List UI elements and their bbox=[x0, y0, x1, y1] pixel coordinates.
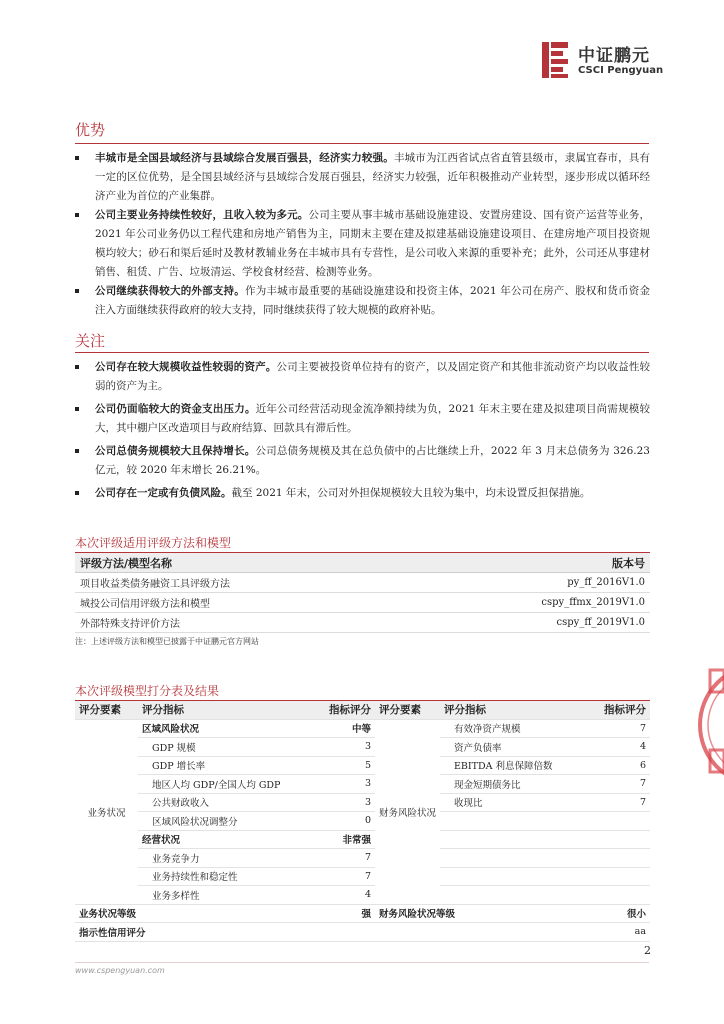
indicator-score: 7 bbox=[586, 775, 650, 794]
methods-note: 注：上述评级方法和模型已披露于中证鹏元官方网站 bbox=[75, 637, 259, 646]
indicator-name: EBITDA 利息保障倍数 bbox=[440, 756, 586, 775]
header-cell: 评分指标 bbox=[440, 701, 586, 719]
indicator-score: 7 bbox=[315, 849, 375, 868]
methods-title: 本次评级适用评级方法和模型 bbox=[75, 536, 232, 550]
financial-level-label: 财务风险状况等级 bbox=[375, 904, 586, 923]
concern-text: 公司主要被投资单位持有的资产，以及固定资产和其他非流动资产均以收益性较弱的资产为主。 bbox=[95, 361, 650, 392]
bullet-icon bbox=[75, 407, 79, 411]
table-row bbox=[75, 593, 650, 613]
indicator-name: 有效净资产规模 bbox=[440, 719, 586, 738]
header-cell: 版本号 bbox=[411, 553, 650, 573]
indicator-score: 7 bbox=[586, 793, 650, 812]
table-row bbox=[75, 830, 650, 849]
group-financial: 财务风险状况 bbox=[375, 719, 440, 904]
logo-mark-icon bbox=[540, 40, 570, 80]
concern-lead: 公司存在一定或有负债风险。 bbox=[95, 487, 232, 499]
indicator-score: 5 bbox=[315, 756, 375, 775]
indicator-score: 非常强 bbox=[315, 830, 375, 849]
concerns-heading: 关注 bbox=[75, 332, 106, 350]
concern-item bbox=[75, 442, 650, 480]
financial-level-value: 很小 bbox=[586, 904, 650, 923]
table-row bbox=[75, 738, 650, 757]
concern-lead: 公司存在较大规模收益性较弱的资产。 bbox=[95, 361, 277, 373]
strengths-divider bbox=[75, 143, 649, 144]
concern-item bbox=[75, 358, 650, 396]
indicator-name: GDP 规模 bbox=[138, 738, 315, 757]
indicator-name: 区域风险状况调整分 bbox=[138, 812, 315, 831]
indicator-name: 业务竞争力 bbox=[138, 849, 315, 868]
indicator-score: 7 bbox=[586, 719, 650, 738]
indicative-score-value: aa bbox=[586, 923, 650, 942]
strength-lead: 公司主要业务持续性较好，且收入较为多元。 bbox=[95, 209, 309, 221]
indicator-name: 现金短期债务比 bbox=[440, 775, 586, 794]
table-row bbox=[75, 812, 650, 831]
strength-text: 丰城市为江西省试点省直管县级市，隶属宜春市，具有一定的区位优势，是全国县域经济与县域综合发展百强县，经济实力较强，近年积极推动产业转型，逐步形成以循环经济产业为首位的产业集群。 bbox=[95, 152, 651, 202]
scoring-title: 本次评级模型打分表及结果 bbox=[75, 684, 220, 698]
method-version: py_ff_2016V1.0 bbox=[411, 573, 650, 593]
bullet-icon bbox=[75, 289, 79, 293]
strength-lead: 丰城市是全国县域经济与县域综合发展百强县，经济实力较强。 bbox=[95, 152, 394, 164]
group-business: 业务状况 bbox=[75, 719, 138, 904]
header-cell: 评分要素 bbox=[75, 701, 138, 719]
footer-divider bbox=[75, 962, 649, 963]
indicator-score: 6 bbox=[586, 756, 650, 775]
header-cell: 评级方法/模型名称 bbox=[75, 553, 411, 573]
bullet-icon bbox=[75, 365, 79, 369]
strength-item bbox=[75, 282, 650, 320]
business-level-value: 强 bbox=[315, 904, 375, 923]
strength-text: 公司主要从事丰城市基础设施建设、安置房建设、国有资产运营等业务，2021 年公司业务仍以工程代建和房地产销售为主，同期末主要在建及拟建基础设施建设项目、在建房地产项目投资规模均较大；砂石和渠后延时及教材教辅业务在丰城市具有专营性，是公司收入来源的重要补充；此外，公司还从事建材销售、租赁、广告、垃圾清运、学校食材经营、检测等业务。 bbox=[95, 209, 651, 278]
indicator-name: GDP 增长率 bbox=[138, 756, 315, 775]
concern-text: 近年公司经营活动现金流净额持续为负，2021 年末主要在建及拟建项目尚需规模较大，其中棚户区改造项目与政府结算、回款具有滞后性。 bbox=[95, 403, 651, 434]
table-row bbox=[75, 923, 650, 942]
bullet-icon bbox=[75, 491, 79, 495]
table-row bbox=[75, 849, 650, 868]
business-level-label: 业务状况等级 bbox=[75, 904, 315, 923]
company-logo bbox=[540, 40, 690, 80]
table-row bbox=[75, 613, 650, 633]
concern-lead: 公司仍面临较大的资金支出压力。 bbox=[95, 403, 256, 415]
brand-name-cn: 中证鹏元 bbox=[578, 46, 650, 66]
indicator-score: 3 bbox=[315, 738, 375, 757]
method-version: cspy_ffmx_2019V1.0 bbox=[411, 593, 650, 613]
method-name: 城投公司信用评级方法和模型 bbox=[75, 593, 411, 613]
table-row bbox=[75, 719, 650, 738]
concern-item bbox=[75, 484, 650, 503]
table-row bbox=[75, 904, 650, 923]
scoring-table bbox=[75, 701, 650, 942]
table-row bbox=[75, 573, 650, 593]
indicator-name: 地区人均 GDP/全国人均 GDP bbox=[138, 775, 315, 794]
bullet-icon bbox=[75, 156, 79, 160]
method-name: 外部特殊支持评价方法 bbox=[75, 613, 411, 633]
strength-item bbox=[75, 206, 650, 282]
method-name: 项目收益类债务融资工具评级方法 bbox=[75, 573, 411, 593]
indicator-score: 中等 bbox=[315, 719, 375, 738]
indicator-score: 0 bbox=[315, 812, 375, 831]
bullet-icon bbox=[75, 213, 79, 217]
table-header-row bbox=[75, 553, 650, 573]
indicator-score: 4 bbox=[586, 738, 650, 757]
header-cell: 评分要素 bbox=[375, 701, 440, 719]
table-row bbox=[75, 886, 650, 905]
table-row bbox=[75, 867, 650, 886]
concern-text: 截至 2021 年末，公司对外担保规模较大且较为集中，均未设置反担保措施。 bbox=[231, 487, 591, 499]
header-cell: 指标评分 bbox=[315, 701, 375, 719]
indicator-score: 4 bbox=[315, 886, 375, 905]
method-version: cspy_ff_2019V1.0 bbox=[411, 613, 650, 633]
brand-name-en: CSCI Pengyuan bbox=[578, 65, 664, 76]
strength-lead: 公司继续获得较大的外部支持。 bbox=[95, 285, 245, 297]
indicator-name: 收现比 bbox=[440, 793, 586, 812]
indicator-score: 7 bbox=[315, 867, 375, 886]
table-header-row bbox=[75, 701, 650, 719]
indicator-name: 业务多样性 bbox=[138, 886, 315, 905]
indicator-name: 业务持续性和稳定性 bbox=[138, 867, 315, 886]
indicator-score: 3 bbox=[315, 793, 375, 812]
indicator-name: 区域风险状况 bbox=[138, 719, 315, 738]
header-cell: 指标评分 bbox=[586, 701, 650, 719]
bullet-icon bbox=[75, 449, 79, 453]
indicator-name: 资产负债率 bbox=[440, 738, 586, 757]
concern-text: 公司总债务规模及其在总负债中的占比继续上升，2022 年 3 月末总债务为 326.23 亿元，较 2020 年末增长 26.21%。 bbox=[95, 445, 650, 476]
concern-lead: 公司总债务规模较大且保持增长。 bbox=[95, 445, 256, 457]
indicator-name: 公共财政收入 bbox=[138, 793, 315, 812]
concern-item bbox=[75, 400, 650, 438]
concerns-divider bbox=[75, 352, 649, 353]
table-row bbox=[75, 775, 650, 794]
strengths-heading: 优势 bbox=[75, 121, 106, 139]
methods-table bbox=[75, 553, 650, 633]
page-number: 2 bbox=[644, 944, 651, 957]
indicative-score-label: 指示性信用评分 bbox=[75, 923, 586, 942]
table-row bbox=[75, 793, 650, 812]
seal-stamp-icon bbox=[698, 650, 724, 800]
indicator-name: 经营状况 bbox=[138, 830, 315, 849]
strength-item bbox=[75, 149, 650, 206]
strength-text: 作为丰城市最重要的基础设施建设和投资主体，2021 年公司在房产、股权和货币资金注入方面继续获得政府的较大支持，同时继续获得了较大规模的政府补贴。 bbox=[95, 285, 650, 316]
footer-url: www.cspengyuan.com bbox=[75, 966, 165, 975]
indicator-score: 3 bbox=[315, 775, 375, 794]
header-cell: 评分指标 bbox=[138, 701, 315, 719]
table-row bbox=[75, 756, 650, 775]
